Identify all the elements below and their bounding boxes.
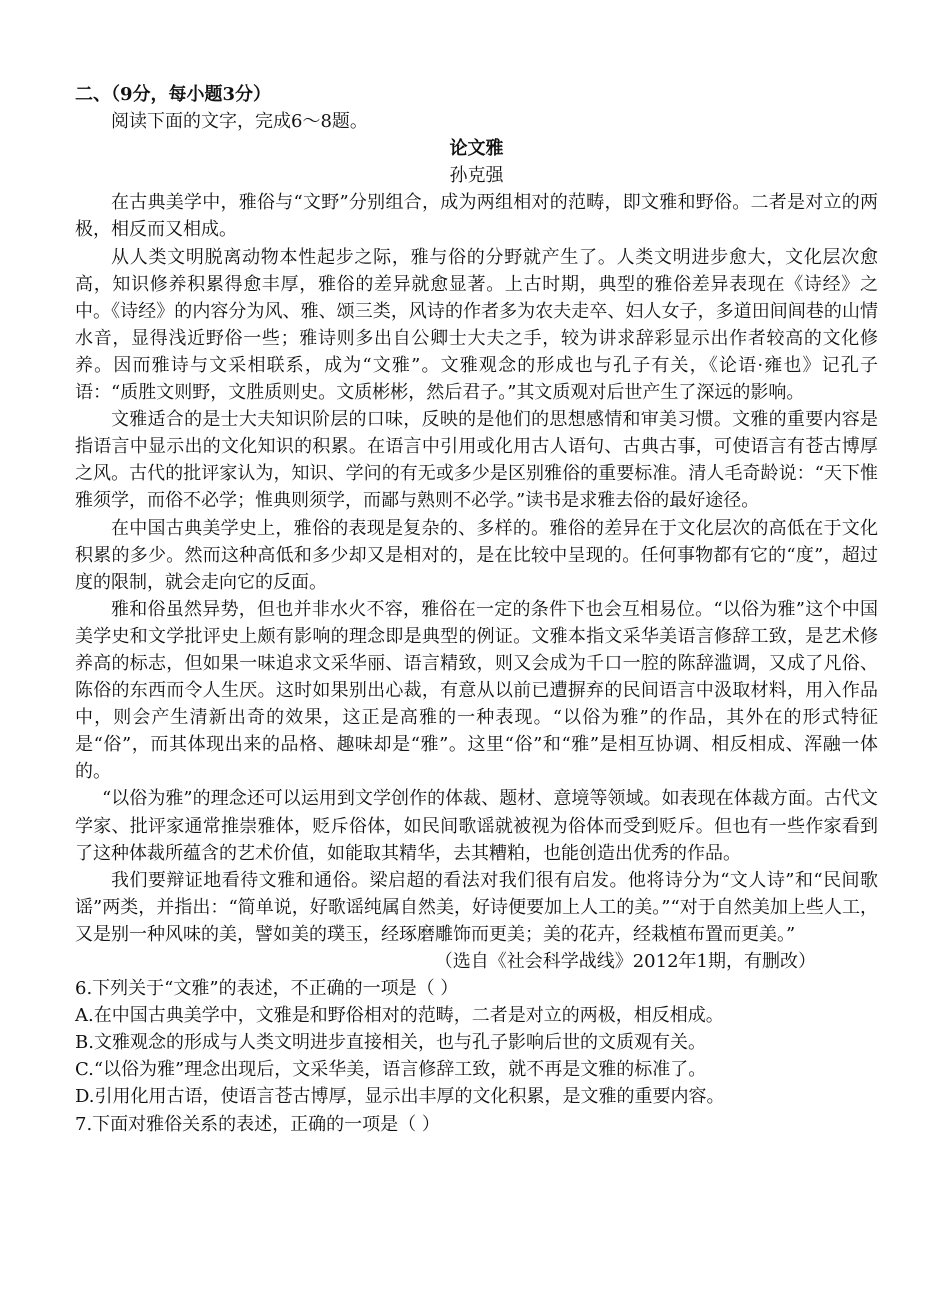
question-6-option-d: D.引用化用古语，使语言苍古博厚，显示出丰厚的文化积累，是文雅的重要内容。 [75,1086,725,1108]
article-title: 论文雅 [449,138,504,160]
article-paragraph-4: 在中国古典美学史上，雅俗的表现是复杂的、多样的。雅俗的差异在于文化层次的高低在于文化积累的多少。然而这种高低和多少却又是相对的，是在比较中呈现的。任何事物都有它的“度”，超过度的限制，就会走向它的反面。 [75,517,878,593]
section-header: 二、（9分，每小题3分） [75,84,272,105]
question-7-stem: 7.下面对雅俗关系的表述，正确的一项是（ ） [75,1113,440,1135]
question-6-option-b: B.文雅观念的形成与人类文明进步直接相关，也与孔子影响后世的文质观有关。 [75,1032,706,1054]
question-6-stem: 6.下列关于“文雅”的表述，不正确的一项是（ ） [75,978,459,1000]
article-paragraph-6: “以俗为雅”的理念还可以运用到文学创作的体裁、题材、意境等领域。如表现在体裁方面。古代文学家、批评家通常推崇雅体，贬斥俗体，如民间歌谣就被视为俗体而受到贬斥。但也有一些作家看到了这种体裁所蕴含的艺术价值，如能取其精华，去其糟粕，也能创造出优秀的作品。 [75,788,878,864]
article-paragraph-5: 雅和俗虽然异势，但也并非水火不容，雅俗在一定的条件下也会互相易位。“以俗为雅”这个中国美学史和文学批评史上颇有影响的理念即是典型的例证。文雅本指文采华美语言修辞工致，是艺术修养高的标志，但如果一味追求文采华丽、语言精致，则又会成为千口一腔的陈辞滥调，又成了凡俗、陈俗的东西而令人生厌。这时如果别出心裁，有意从以前已遭摒弃的民间语言中汲取材料，用入作品中，则会产生清新出奇的效果，这正是高雅的一种表现。“以俗为雅”的作品，其外在的形式特征是“俗”，而其体现出来的品格、趣味却是“雅”。这里“俗”和“雅”是相互协调、相反相成、浑融一体的。 [75,598,878,783]
article-paragraph-3: 文雅适合的是士大夫知识阶层的口味，反映的是他们的思想感情和审美习惯。文雅的重要内容是指语言中显示出的文化知识的积累。在语言中引用或化用古人语句、古典古事，可使语言有苍古博厚之风。古代的批评家认为，知识、学问的有无或多少是区别雅俗的重要标准。清人毛奇龄说：“天下惟雅须学，而俗不必学；惟典则须学，而鄙与熟则不必学。”读书是求雅去俗的最好途径。 [75,409,878,512]
reading-instruction: 阅读下面的文字，完成6～8题。 [111,111,368,133]
article-paragraph-1: 在古典美学中，雅俗与“文野”分别组合，成为两组相对的范畴，即文雅和野俗。二者是对立的两极，相反而又相成。 [75,192,878,241]
exam-page [75,81,878,1138]
question-6-option-c: C.“以俗为雅”理念出现后，文采华美，语言修辞工致，就不再是文雅的标准了。 [75,1059,707,1081]
article-author: 孙克强 [449,165,504,187]
question-6-option-a: A.在中国古典美学中，文雅是和野俗相对的范畴，二者是对立的两极，相反相成。 [75,1005,724,1027]
article-paragraph-7: 我们要辩证地看待文雅和通俗。梁启超的看法对我们很有启发。他将诗分为“文人诗”和“民间歌谣”两类，并指出：“简单说，好歌谣纯属自然美，好诗便要加上人工的美。”“对于自然美加上些人工，又是别一种风味的美，譬如美的璞玉，经琢磨雕饰而更美；美的花卉，经栽植布置而更美。” [75,869,878,945]
article-source: （选自《社会科学战线》2012年1期，有删改） [434,951,816,972]
article-paragraph-2: 从人类文明脱离动物本性起步之际，雅与俗的分野就产生了。人类文明进步愈大，文化层次愈高，知识修养积累得愈丰厚，雅俗的差异就愈显著。上古时期，典型的雅俗差异表现在《诗经》之中。《诗经》的内容分为风、雅、颂三类，风诗的作者多为农夫走卒、妇人女子，多道田间闾巷的山情水音，显得浅近野俗一些；雅诗则多出自公卿士大夫之手，较为讲求辞彩显示出作者较高的文化修养。因而雅诗与文采相联系，成为“文雅”。文雅观念的形成也与孔子有关，《论语·雍也》记孔子语：“质胜文则野，文胜质则史。文质彬彬，然后君子。”其文质观对后世产生了深远的影响。 [75,246,878,404]
